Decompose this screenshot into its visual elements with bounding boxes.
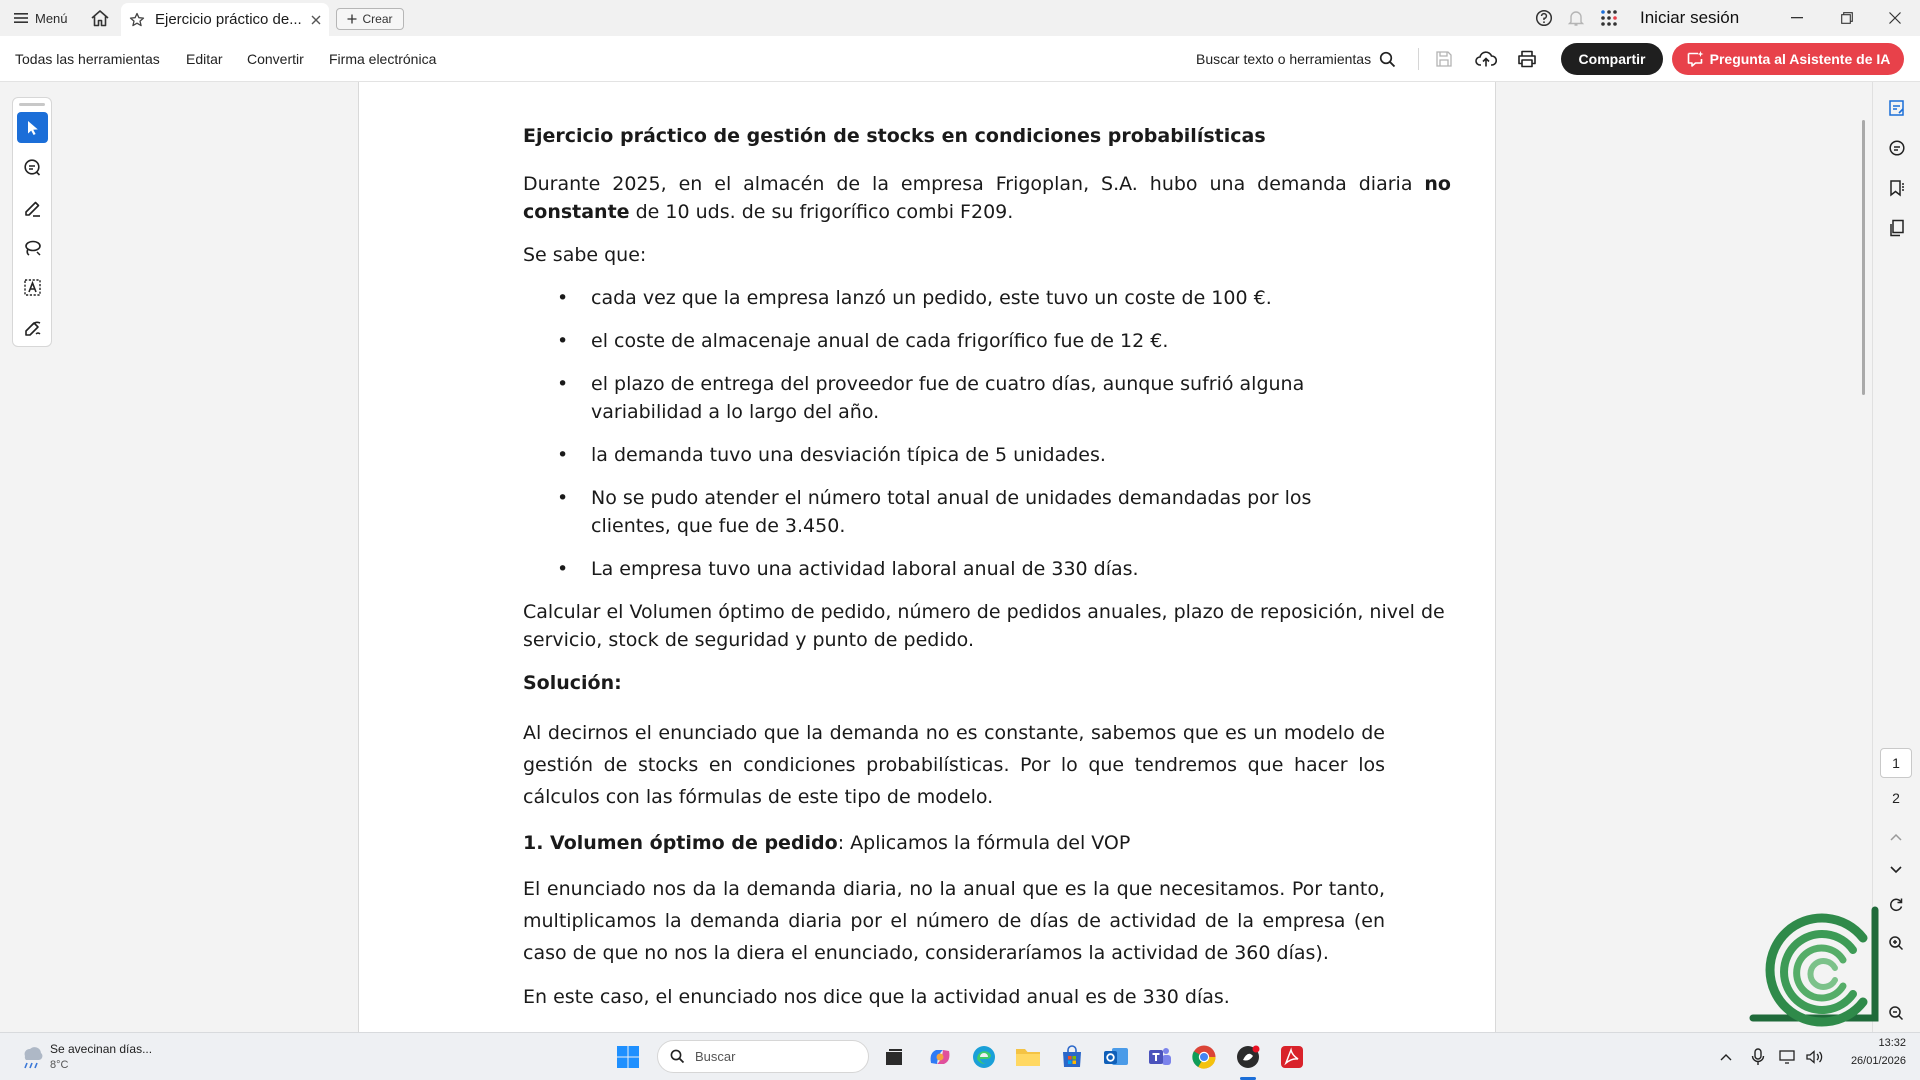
enunciado-paragraph: El enunciado nos da la demanda diaria, no la anual que es la que necesitamos. Por tanto, multiplicamos la demanda diaria por el número de días de actividad de la empresa (en caso de que no nos la diera el enunciado, consideraríamos la actividad de 360 días).: [523, 878, 1385, 964]
edge-app[interactable]: [968, 1041, 1000, 1073]
vop-text: : Aplicamos la fórmula del VOP: [837, 832, 1131, 854]
ai-assistant-button[interactable]: [1672, 43, 1904, 75]
chrome-icon: [1191, 1044, 1217, 1070]
intro-paragraph: [523, 170, 1451, 226]
toolbar-grip[interactable]: [19, 103, 45, 106]
edge-icon: [971, 1044, 997, 1070]
vop-paragraph: [523, 829, 1451, 857]
comment-add-icon: [23, 158, 43, 178]
media-app[interactable]: [1232, 1041, 1264, 1073]
page-scrollbar[interactable]: [1862, 120, 1865, 395]
page-number-current[interactable]: 1: [1880, 748, 1912, 778]
highlight-tool[interactable]: [17, 192, 48, 223]
menu-label: Menú: [35, 10, 68, 26]
title-bar: [0, 0, 1920, 36]
search-tools-label: Buscar texto o herramientas: [1196, 51, 1372, 67]
annotation-toolbar: [12, 97, 52, 347]
upload-cloud-button[interactable]: [1475, 36, 1497, 82]
close-icon: [1889, 12, 1901, 24]
bell-icon: [1567, 9, 1585, 27]
vop-heading: 1. Volumen óptimo de pedido: [523, 832, 838, 854]
last-paragraph: En este caso, el enunciado nos dice que la actividad anual es de 330 días.: [523, 986, 1230, 1008]
taskbar-search[interactable]: [657, 1040, 869, 1073]
copilot-app[interactable]: [924, 1041, 956, 1073]
rail-comments-button[interactable]: [1886, 137, 1908, 159]
menu-button[interactable]: [14, 0, 68, 36]
store-app[interactable]: [1056, 1041, 1088, 1073]
minimize-button[interactable]: [1774, 0, 1820, 36]
ai-assistant-label: Pregunta al Asistente de IA: [1709, 51, 1891, 67]
acrobat-icon: [1280, 1045, 1304, 1069]
home-icon: [90, 9, 110, 27]
document-title: Ejercicio práctico de gestión de stocks en condiciones probabilísticas: [523, 125, 1266, 147]
network-icon: [1779, 1049, 1797, 1065]
microphone-button[interactable]: [1742, 1041, 1774, 1073]
intro-text-b: de 10 uds. de su frigorífico combi F209.: [629, 201, 1014, 223]
lasso-icon: [23, 238, 43, 258]
se-sabe-text: Se sabe que:: [523, 244, 647, 266]
solucion-paragraph: Al decirnos el enunciado que la demanda no es constante, sabemos que es un modelo de gestión de stocks en condiciones probabilísticas. Por lo que tendremos que hacer los cálculos con las fórmulas de este tipo de modelo.: [523, 722, 1385, 808]
taskbar-search-icon: [670, 1049, 685, 1064]
page-edit-icon: [1888, 99, 1906, 117]
menu-e-signature[interactable]: Firma electrónica: [329, 51, 437, 67]
list-item: • la demanda tuvo una desviación típica de 5 unidades.: [523, 441, 1451, 469]
folder-icon: [1015, 1046, 1041, 1068]
divider: [1418, 48, 1419, 70]
close-window-button[interactable]: [1872, 0, 1918, 36]
start-button[interactable]: [612, 1041, 644, 1073]
list-item: • el coste de almacenaje anual de cada frigorífico fue de 12 €.: [523, 327, 1451, 355]
help-button[interactable]: [1535, 0, 1553, 36]
calcular-paragraph: Calcular el Volumen óptimo de pedido, número de pedidos anuales, plazo de reposición, nivel de servicio, stock de seguridad y punto de pedido.: [523, 601, 1445, 651]
chrome-app[interactable]: [1188, 1041, 1220, 1073]
signin-button[interactable]: Iniciar sesión: [1640, 8, 1740, 27]
apps-grid-icon: [1600, 9, 1618, 27]
page-down-button[interactable]: [1880, 855, 1912, 885]
menu-all-tools[interactable]: Todas las herramientas: [15, 51, 160, 67]
intro-text-a: Durante 2025, en el almacén de la empresa Frigoplan, S.A. hubo una demanda diaria: [523, 173, 1425, 195]
pdf-page: [358, 82, 1496, 1032]
menu-edit[interactable]: Editar: [186, 51, 223, 67]
restore-icon: [1841, 12, 1853, 24]
printer-icon: [1517, 50, 1537, 68]
taskbar: [0, 1032, 1920, 1080]
acrobat-app[interactable]: [1276, 1041, 1308, 1073]
page-number-next[interactable]: 2: [1892, 790, 1900, 806]
task-view-button[interactable]: [878, 1041, 910, 1073]
media-app-icon: [1235, 1044, 1261, 1070]
teams-icon: [1147, 1045, 1173, 1069]
solucion-heading: Solución:: [523, 672, 622, 694]
notifications-button[interactable]: [1567, 0, 1585, 36]
text-box-tool[interactable]: [17, 272, 48, 303]
menu-bar: [0, 36, 1920, 82]
rail-pages-button[interactable]: [1886, 217, 1908, 239]
star-icon[interactable]: [129, 12, 145, 28]
bookmark-icon: [1888, 179, 1906, 197]
weather-icon: [18, 1042, 44, 1070]
list-item: • cada vez que la empresa lanzó un pedido, este tuvo un coste de 100 €.: [523, 284, 1451, 312]
chevron-down-icon: [1890, 866, 1902, 874]
chevron-up-icon: [1720, 1053, 1732, 1061]
search-tools-button[interactable]: [1196, 36, 1396, 82]
cloud-upload-icon: [1475, 50, 1497, 68]
menu-convert[interactable]: Convertir: [247, 51, 304, 67]
page-up-button[interactable]: [1880, 822, 1912, 852]
teams-app[interactable]: [1144, 1041, 1176, 1073]
ai-assistant-icon: [1686, 50, 1704, 68]
apps-button[interactable]: [1600, 0, 1618, 36]
pages-icon: [1888, 219, 1906, 237]
sign-tool[interactable]: [17, 312, 48, 343]
help-icon: [1535, 9, 1553, 27]
text-box-icon: [23, 278, 43, 298]
rail-edit-button[interactable]: [1886, 97, 1908, 119]
volume-button[interactable]: [1798, 1041, 1830, 1073]
weather-text: Se avecinan días...: [50, 1042, 153, 1056]
share-button[interactable]: Compartir: [1561, 43, 1663, 75]
document-content: [523, 122, 1451, 1011]
weather-widget[interactable]: [18, 1042, 44, 1070]
task-view-icon: [883, 1047, 905, 1067]
restore-button[interactable]: [1824, 0, 1870, 36]
windows-icon: [616, 1045, 640, 1069]
comment-tool[interactable]: [17, 152, 48, 183]
taskbar-search-placeholder: Buscar: [695, 1049, 736, 1064]
watermark-logo: [1745, 890, 1895, 1040]
close-tab-icon[interactable]: [311, 15, 321, 25]
tab-title: Ejercicio práctico de...: [155, 11, 302, 28]
weather-temp: 8°C: [50, 1059, 69, 1071]
plus-icon: [347, 14, 357, 24]
comment-icon: [1888, 139, 1906, 157]
list-item: • No se pudo atender el número total anual de unidades demandadas por los clientes, que fue de 3.450.: [523, 484, 1385, 540]
file-explorer-app[interactable]: [1012, 1041, 1044, 1073]
list-item: • La empresa tuvo una actividad laboral anual de 330 días.: [523, 555, 1451, 583]
intro-bold: no constante: [523, 173, 1451, 223]
print-button[interactable]: [1517, 36, 1537, 82]
chevron-up-icon: [1890, 833, 1902, 841]
outlook-app[interactable]: [1100, 1041, 1132, 1073]
save-button[interactable]: [1435, 36, 1453, 82]
create-button[interactable]: [336, 8, 404, 30]
list-item: • el plazo de entrega del proveedor fue de cuatro días, aunque sufrió alguna variabilidad a lo largo del año.: [523, 370, 1385, 426]
select-tool[interactable]: [17, 112, 48, 143]
hamburger-icon: [14, 12, 28, 24]
tray-overflow-button[interactable]: [1710, 1041, 1742, 1073]
outlook-icon: [1103, 1045, 1129, 1069]
search-icon: [1379, 51, 1396, 68]
rail-bookmarks-button[interactable]: [1886, 177, 1908, 199]
create-label: Crear: [362, 12, 393, 26]
cursor-arrow-icon: [26, 120, 40, 136]
pen-nib-icon: [23, 318, 43, 338]
volume-icon: [1805, 1049, 1823, 1065]
store-icon: [1060, 1045, 1084, 1069]
clock-date[interactable]: 26/01/2026: [1850, 1055, 1906, 1067]
copilot-icon: [927, 1045, 953, 1069]
pen-icon: [23, 198, 43, 218]
microphone-icon: [1751, 1048, 1765, 1066]
home-button[interactable]: [90, 0, 110, 36]
clock-time[interactable]: 13:32: [1878, 1037, 1906, 1049]
minimize-icon: [1791, 17, 1803, 19]
document-tab[interactable]: [121, 3, 329, 36]
save-icon: [1435, 50, 1453, 68]
draw-tool[interactable]: [17, 232, 48, 263]
